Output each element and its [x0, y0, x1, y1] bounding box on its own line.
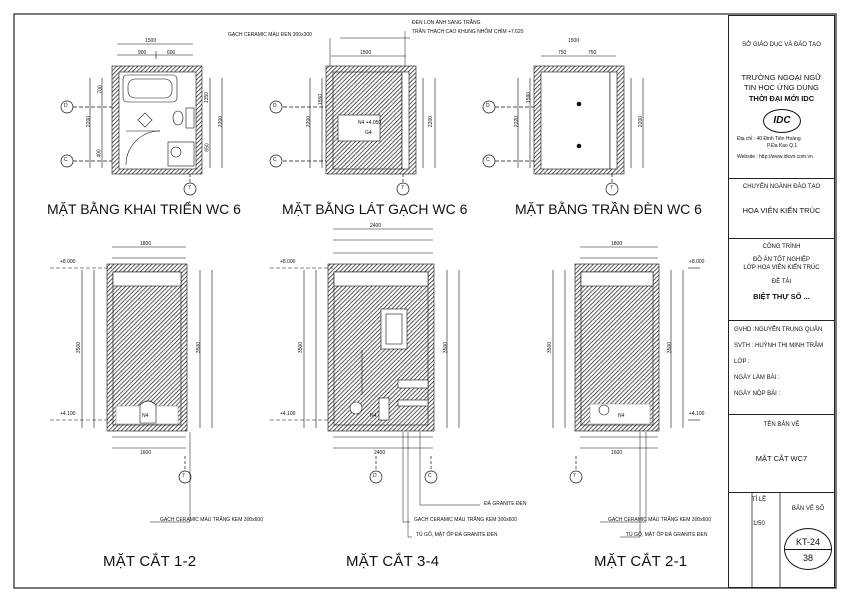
note-ceramic-trang-2: GẠCH CERAMIC MÀU TRẮNG KEM 300x600 — [414, 517, 517, 523]
level-bottom-3: +4.100 — [689, 411, 705, 417]
dim-3500-f: 3500 — [667, 341, 674, 354]
tb-people-section — [729, 321, 834, 415]
title-plan-khai-trien: MẶT BẰNG KHAI TRIỂN WC 6 — [47, 201, 241, 217]
tb-sheet-label: BẢN VẼ SỐ — [791, 506, 825, 512]
tb-sheet-circle — [784, 528, 832, 570]
note-den-lon: ĐÈN LON ÁNH SÁNG TRẮNG — [412, 20, 481, 26]
note-tu-go-1: TỦ GỖ, MẶT ỐP ĐÁ GRANITE ĐEN — [416, 532, 498, 538]
n4-2: N4 — [370, 413, 377, 419]
title-cut-21: MẶT CẮT 2-1 — [594, 553, 688, 570]
axis-7-3: 7 — [610, 185, 613, 191]
tb-sheet-num: 38 — [802, 553, 813, 563]
dim-2400-a: 2400 — [370, 223, 382, 229]
idc-logo: IDC — [763, 109, 801, 133]
dim-2200-b: 2200 — [218, 115, 225, 128]
dim-1350-a: 1350 — [204, 91, 211, 104]
section-3-4 — [270, 229, 459, 448]
dim-650-a: 650 — [204, 143, 211, 152]
tb-ngay-lam: NGÀY LÀM BÀI : — [734, 375, 780, 381]
plan-tran-den — [518, 56, 643, 174]
tile-g4: G4 — [365, 130, 372, 136]
dim-2200-e: 2200 — [638, 115, 645, 128]
section-2-1 — [553, 247, 700, 448]
note-da-granite: ĐÁ GRANITE ĐEN — [484, 501, 527, 507]
dim-900-a: 900 — [138, 50, 147, 56]
dim-3500-b: 3500 — [196, 341, 203, 354]
note-tran-thach: TRẦN THẠCH CAO KHUNG NHÔM CHÌM +7.620 — [412, 29, 524, 35]
dim-3500-d: 3500 — [443, 341, 450, 354]
tb-scale: 1/50 — [753, 521, 765, 527]
tb-major-title: CHUYÊN NGÀNH ĐÀO TẠO — [742, 184, 821, 190]
axis-bubble-sec21 — [570, 471, 582, 483]
note-ceramic-trang-3: GẠCH CERAMIC MÀU TRẮNG KEM 300x600 — [608, 517, 711, 523]
title-plan-lat-gach: MẶT BẰNG LÁT GẠCH WC 6 — [282, 201, 468, 217]
dim-1550-a: 1550 — [318, 93, 325, 106]
dim-2400-b: 2400 — [374, 450, 386, 456]
tb-scale-label: TỈ LỆ — [751, 497, 767, 503]
dim-1500-b: 1500 — [360, 50, 372, 56]
level-bottom-2: +4.100 — [280, 411, 296, 417]
tb-major: HỌA VIÊN KIẾN TRÚC — [742, 206, 821, 215]
dim-400-a: 400 — [96, 149, 103, 158]
tb-school-3: THỜI ĐẠI MỚI IDC — [748, 94, 815, 103]
tile-code: N4 +4.050 — [358, 120, 382, 126]
dim-1500-a: 1500 — [145, 38, 157, 44]
note-tu-go-2: TỦ GỖ, MẶT ỐP ĐÁ GRANITE ĐEN — [626, 532, 708, 538]
tb-address-2: P.Đa Kao Q.1 — [767, 143, 798, 149]
axis-c-2: C — [273, 157, 277, 163]
dim-1600-b: 1600 — [611, 450, 623, 456]
axis-d-1: D — [64, 103, 68, 109]
dim-2200-c: 2200 — [306, 115, 313, 128]
tb-topic: BIỆT THỰ SỐ ... — [753, 292, 810, 301]
level-top-2: +8.000 — [280, 259, 296, 265]
tb-drawing-section — [729, 415, 834, 493]
axis-d-3: D — [486, 103, 490, 109]
axis-bubbles-sec34 — [370, 456, 437, 483]
tb-project-title: CÔNG TRÌNH — [762, 244, 801, 250]
tb-address-1: Địa chỉ : 40 Đinh Tiên Hoàng — [737, 136, 801, 142]
title-cut-12: MẶT CẮT 1-2 — [103, 553, 197, 570]
n4-1: N4 — [142, 413, 149, 419]
tb-project-2: LỚP HỌA VIÊN KIẾN TRÚC — [743, 265, 820, 271]
axis-c-3: C — [486, 157, 490, 163]
dim-3500-a: 3500 — [76, 341, 83, 354]
tb-gvhd: GVHD :NGUYỄN TRUNG QUÂN — [734, 327, 823, 333]
dim-600-a: 600 — [167, 50, 176, 56]
tb-ngay-nop: NGÀY NỘP BÀI : — [734, 391, 781, 397]
dim-2200-d: 2200 — [428, 115, 435, 128]
tb-svth: SVTH : HUỲNH THỊ MINH TRÂM — [734, 343, 824, 349]
note-ceramic-trang-1: GẠCH CERAMIC MÀU TRẮNG KEM 300x600 — [160, 517, 263, 523]
axis-7-2: 7 — [401, 185, 404, 191]
title-cut-34: MẶT CẮT 3-4 — [346, 553, 440, 570]
tb-school-section — [729, 16, 834, 179]
title-plan-tran-den: MẶT BẰNG TRẦN ĐÈN WC 6 — [515, 201, 702, 217]
tb-major-section — [729, 179, 834, 239]
n4-3: N4 — [618, 413, 625, 419]
axis-d-4: D — [373, 473, 377, 479]
axis-7-5: 7 — [573, 473, 576, 479]
tb-lop: LỚP : — [734, 359, 750, 365]
dim-1800-b: 1800 — [611, 241, 623, 247]
level-top-1: +8.000 — [60, 259, 76, 265]
tb-drawing-title-label: TÊN BẢN VẼ — [763, 422, 800, 428]
axis-bubble-sec12 — [179, 471, 191, 483]
dim-1500-c: 1500 — [568, 38, 580, 44]
dim-750-b: 750 — [588, 50, 597, 56]
tb-sheet-divider — [785, 549, 831, 550]
level-top-3: +8.000 — [689, 259, 705, 265]
tb-school-2: TIN HỌC ỨNG DỤNG — [744, 83, 819, 92]
axis-c-1: C — [64, 157, 68, 163]
axis-7-1: 7 — [188, 185, 191, 191]
tb-department: SỞ GIÁO DỤC VÀ ĐÀO TẠO — [742, 42, 821, 48]
plan-khai-trien — [90, 44, 225, 174]
axis-d-2: D — [273, 103, 277, 109]
note-ceramic-den: GẠCH CERAMIC MÀU ĐEN 300x300 — [228, 32, 312, 38]
dim-700-a: 700 — [97, 85, 104, 94]
tb-project-1: ĐỒ ÁN TỐT NGHIỆP — [752, 257, 811, 263]
title-block — [728, 15, 835, 588]
dim-3500-e: 3500 — [547, 341, 554, 354]
level-bottom-1: +4.100 — [60, 411, 76, 417]
tb-sheet-code: KT-24 — [795, 537, 820, 547]
tb-drawing-title: MẶT CẮT WC7 — [755, 454, 808, 463]
dim-2220-a: 2220 — [514, 115, 521, 128]
dim-750-a: 750 — [558, 50, 567, 56]
dim-1800-a: 1800 — [140, 241, 152, 247]
section-1-2 — [50, 247, 212, 448]
dim-2200-a: 2200 — [86, 115, 93, 128]
dim-1600-a: 1600 — [140, 450, 152, 456]
dim-1590-a: 1590 — [526, 91, 533, 104]
axis-7-4: 7 — [182, 473, 185, 479]
tb-topic-title: ĐỀ TÀI — [771, 279, 792, 285]
plan-lat-gach — [310, 56, 435, 174]
axis-c-4: C — [428, 473, 432, 479]
dim-3500-c: 3500 — [298, 341, 305, 354]
tb-school-1: TRƯỜNG NGOẠI NGỮ — [741, 73, 822, 82]
tb-website: Website : http://www.idcvn.com.vn — [737, 154, 813, 160]
tb-project-section — [729, 239, 834, 321]
